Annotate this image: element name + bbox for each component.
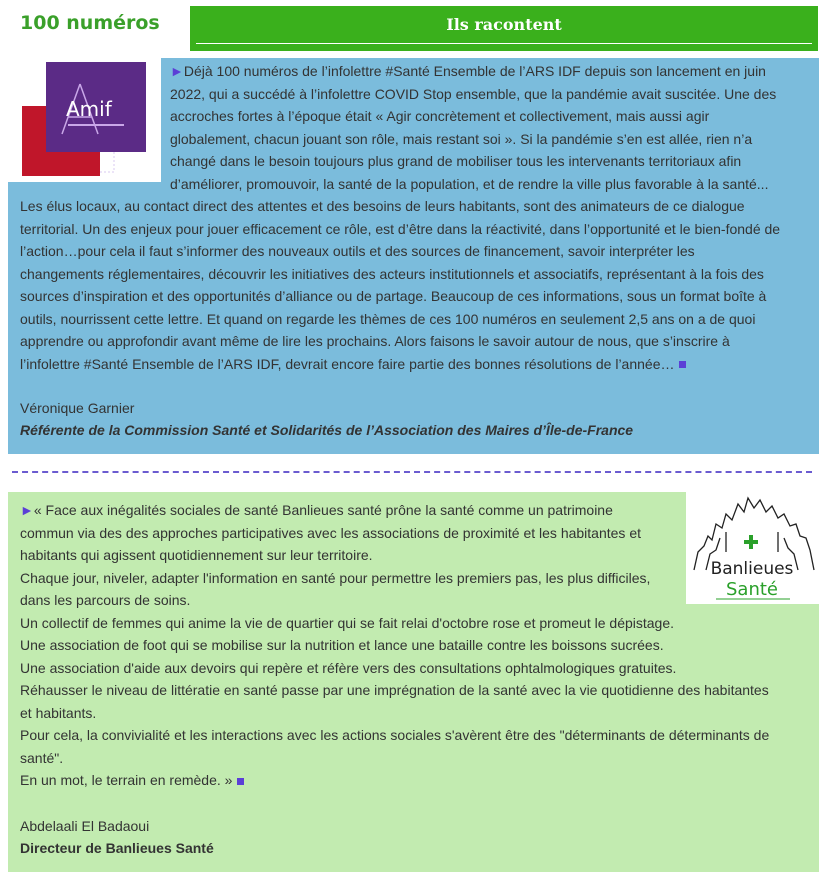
article-1-line: d’améliorer, promouvoir, la santé de la population, et de rendre la ville plus favorable à la santé... — [170, 175, 769, 192]
article-2-line: ►« Face aux inégalités sociales de santé Banlieues santé prône la santé comme un patrimoine — [20, 502, 613, 518]
article-1-line: changé dans le besoin toujours plus grand de mobiliser tous les intervenants territoriaux afin — [170, 153, 742, 169]
article-2-line: santé". — [20, 749, 64, 766]
dashed-divider — [12, 471, 812, 473]
end-square-icon — [237, 778, 244, 785]
article-2-line: commun via des des approches participatives avec les associations de proximité et les habitantes et — [20, 524, 641, 541]
svg-text:Banlieues: Banlieues — [710, 559, 794, 579]
article-1-line: l’infolettre #Santé Ensemble de l’ARS IDF, devrait encore faire partie des bonnes résolutions de l’année… — [20, 353, 812, 376]
article-2-body — [20, 499, 810, 792]
article-1-role: Référente de la Commission Santé et Solidarités de l’Association des Maires d’Île-de-France — [20, 422, 634, 438]
article-1-line: changements réglementaires, découvrir les initiatives des acteurs institutionnels et associatifs, représentant à la fois des — [20, 265, 764, 282]
article-2-line: et habitants. — [20, 704, 97, 721]
amif-logo-icon — [22, 62, 148, 178]
page-title: 100 numéros — [20, 12, 160, 34]
article-1-line: accroches fortes à l’époque était « Agir concrètement et collectivement, mais aussi agir — [170, 108, 710, 124]
article-1-line: Les élus locaux, au contact direct des attentes et des besoins de leurs habitants, sont des animateurs de ce dialogue — [20, 198, 745, 214]
article-1-line: outils, nourrissent cette lettre. Et quand on regarde les thèmes de ces 100 numéros en seulement 2,5 ans on a de quoi — [20, 310, 756, 327]
article-2-line: habitants qui agissent quotidiennement sur leur territoire. — [20, 547, 373, 563]
article-1-line: ►Déjà 100 numéros de l’infolettre #Santé Ensemble de l’ARS IDF depuis son lancement en juin — [170, 63, 766, 79]
article-2-role: Directeur de Banlieues Santé — [20, 840, 214, 856]
arrow-right-icon: ► — [170, 63, 184, 79]
article-1-body — [20, 195, 812, 375]
section-header-bar — [190, 6, 818, 51]
header-underline — [196, 43, 812, 44]
article-2-line: En un mot, le terrain en remède. » — [20, 769, 810, 792]
svg-text:Santé: Santé — [726, 579, 778, 600]
article-2-line: Réhausser le niveau de littératie en santé passe par une imprégnation de la santé avec la vie quotidienne des habitantes — [20, 682, 769, 698]
article-2-line: dans les parcours de soins. — [20, 592, 191, 608]
article-1-line: l’action…pour cela il faut s’informer des nouveaux outils et des sources de financement, savoir interpréter les — [20, 243, 695, 259]
article-1-line: sources d’inspiration et des opportunités d’alliance ou de partage. Beaucoup de ces informations, sous un format boîte à — [20, 288, 767, 304]
article-1-intro — [170, 60, 810, 195]
article-2-line: Un collectif de femmes qui anime la vie de quartier qui se fait relai d'octobre rose et promeut le dépistage. — [20, 614, 675, 631]
article-2-line: Une association d'aide aux devoirs qui repère et réfère vers des consultations ophtalmologiques gratuites. — [20, 659, 677, 676]
end-square-icon — [679, 361, 686, 368]
article-1-line: apprendre ou approfondir avant même de lire les prochains. Alors faisons le savoir autour de nous, que s’inscrire à — [20, 333, 730, 349]
section-label: Ils racontent — [446, 15, 562, 34]
article-1-line: territorial. Un des enjeux pour jouer efficacement ce rôle, est d’être dans la réactivité, dans l’opportunité et le bien-fondé de — [20, 220, 781, 237]
article-1-author: Véronique Garnier — [20, 400, 135, 416]
article-2-author: Abdelaali El Badaoui — [20, 818, 150, 834]
arrow-right-icon: ► — [20, 502, 34, 518]
article-2-line: Une association de foot qui se mobilise sur la nutrition et lance une bataille contre les boissons sucrées. — [20, 637, 664, 653]
article-1-line: 2022, qui a succédé à l’infolettre COVID Stop ensemble, que la pandémie avait suscitée. Une des — [170, 85, 777, 102]
svg-text:Amif: Amif — [66, 97, 112, 121]
article-2-line: Pour cela, la convivialité et les interactions avec les actions sociales s'avèrent être des "déterminants de déterminants de — [20, 727, 770, 743]
article-2-line: Chaque jour, niveler, adapter l'information en santé pour permettre les premiers pas, les plus difficiles, — [20, 569, 651, 586]
article-1-line: globalement, chacun jouant son rôle, mais restant soi ». Si la pandémie s’en est allée, rien n’a — [170, 130, 753, 147]
